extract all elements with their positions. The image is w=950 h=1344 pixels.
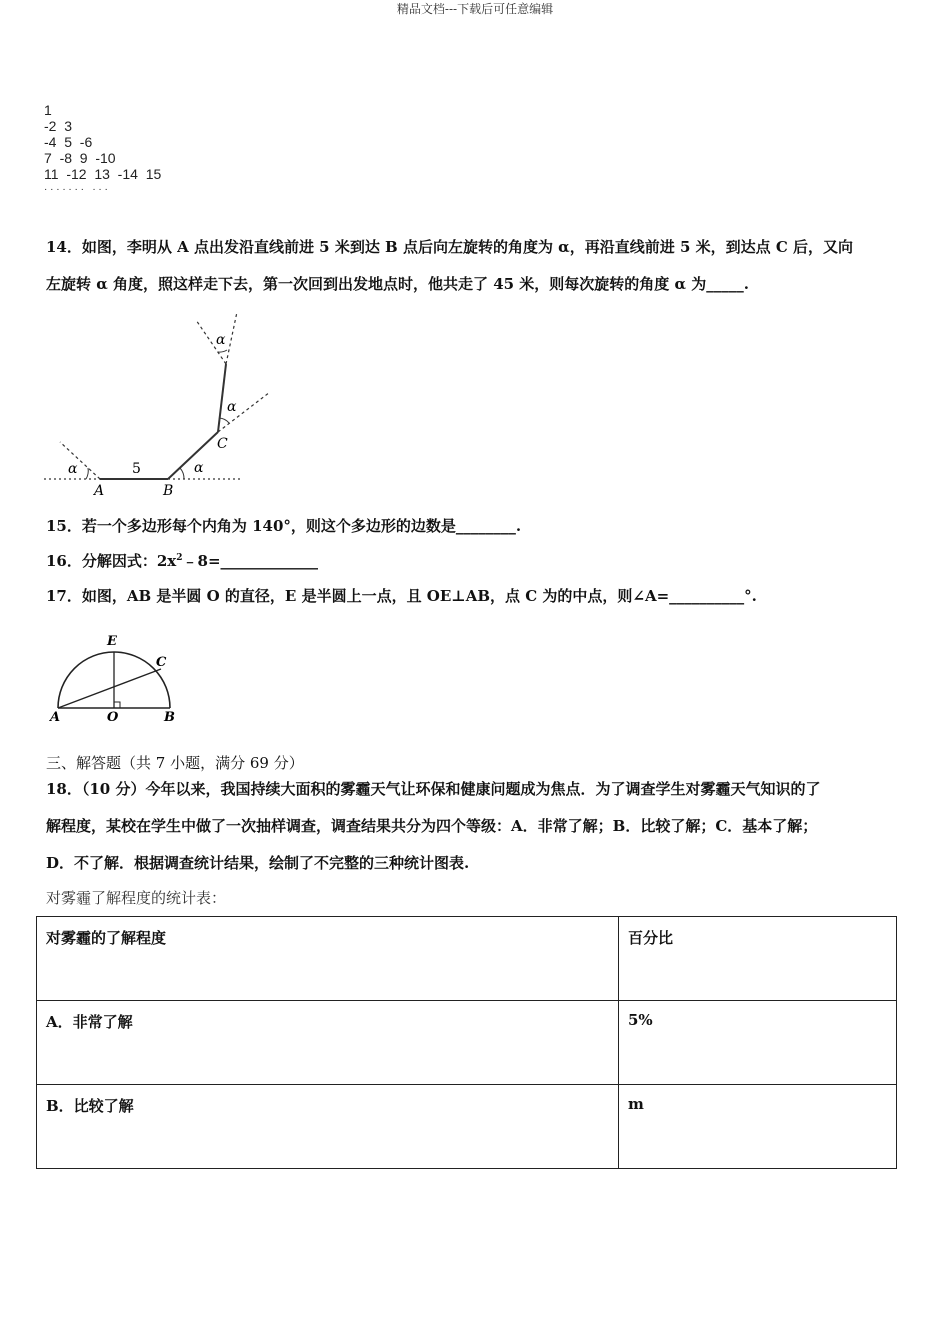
alpha-label: α <box>216 332 226 348</box>
exponent: 2 <box>176 553 183 563</box>
question-16 <box>46 550 318 571</box>
table-header-cell: 百分比 <box>619 917 897 1001</box>
page-header: 精品文档---下载后可任意编辑 <box>396 2 554 16</box>
table-header-row <box>37 917 897 1001</box>
table-cell: A．非常了解 <box>37 1001 619 1085</box>
pattern-row: · · · · · · · · · · <box>44 184 108 195</box>
right-angle-mark <box>114 702 120 708</box>
pattern-row: 1 <box>44 102 52 118</box>
question-16-text: 16．分解因式：2x <box>46 552 177 570</box>
segment-ac <box>58 669 161 708</box>
pattern-row: -2 3 <box>44 118 73 134</box>
segment-cd <box>218 364 226 432</box>
dashed-extension <box>60 442 100 479</box>
dashed-extension <box>218 392 270 432</box>
point-a-label: A <box>50 710 61 725</box>
alpha-label: α <box>194 460 204 476</box>
table-caption: 对雾霾了解程度的统计表： <box>46 889 227 907</box>
point-a-label: A <box>94 483 105 499</box>
angle-arc <box>218 350 227 352</box>
point-c-label: C <box>217 436 228 452</box>
question-15: 15．若一个多边形每个内角为 140°，则这个多边形的边数是________. <box>46 517 522 535</box>
point-b-label: B <box>164 710 175 725</box>
section-title: 三、解答题（共 7 小题，满分 69 分） <box>46 754 304 772</box>
point-c-label: C <box>156 655 167 670</box>
pattern-row: -4 5 -6 <box>44 134 93 150</box>
table-cell: 5% <box>619 1001 897 1085</box>
table-cell: B．比较了解 <box>37 1085 619 1169</box>
pattern-row: 7 -8 9 -10 <box>44 150 116 166</box>
table-header-cell: 对雾霾的了解程度 <box>37 917 619 1001</box>
length-label: 5 <box>132 461 141 477</box>
question-16-tail: ﹣8=_____________ <box>182 552 319 570</box>
question-18-line-2: 解程度，某校在学生中做了一次抽样调查，调查结果共分为四个等级：A．非常了解；B．比较了解；C．基本了解； <box>46 817 818 835</box>
awareness-stats-table <box>36 916 897 1169</box>
question-17: 17．如图，AB 是半圆 O 的直径，E 是半圆上一点，且 OE⊥AB，点 C 为的中点，则∠A=__________°. <box>46 587 757 605</box>
question-18-line-3: D．不了解．根据调查统计结果，绘制了不完整的三种统计图表. <box>46 854 470 872</box>
segment-bc <box>168 432 218 479</box>
point-b-label: B <box>163 483 174 499</box>
rotation-path-figure <box>40 308 280 503</box>
question-18-line-1: 18．（10 分）今年以来，我国持续大面积的雾霾天气让环保和健康问题成为焦点．为了调查学生对雾霾天气知识的了 <box>46 780 821 798</box>
alpha-label: α <box>68 461 78 477</box>
pattern-row: 11 -12 13 -14 15 <box>44 166 162 182</box>
table-row <box>37 1001 897 1085</box>
semicircle-figure <box>44 628 194 728</box>
angle-arc <box>86 468 88 479</box>
question-14-line-1: 14．如图，李明从 A 点出发沿直线前进 5 米到达 B 点后向左旋转的角度为 α，再沿直线前进 5 米，到达点 C 后，又向 <box>46 238 853 256</box>
alpha-label: α <box>227 399 237 415</box>
question-14-line-2: 左旋转 α 角度，照这样走下去，第一次回到出发地点时，他共走了 45 米，则每次旋转的角度 α 为_____. <box>46 275 750 293</box>
point-o-label: O <box>107 710 119 725</box>
table-row <box>37 1085 897 1169</box>
point-e-label: E <box>107 634 117 649</box>
angle-arc <box>180 468 184 479</box>
number-pattern-figure <box>44 102 176 220</box>
table-cell: m <box>619 1085 897 1169</box>
dashed-extension <box>226 312 237 364</box>
